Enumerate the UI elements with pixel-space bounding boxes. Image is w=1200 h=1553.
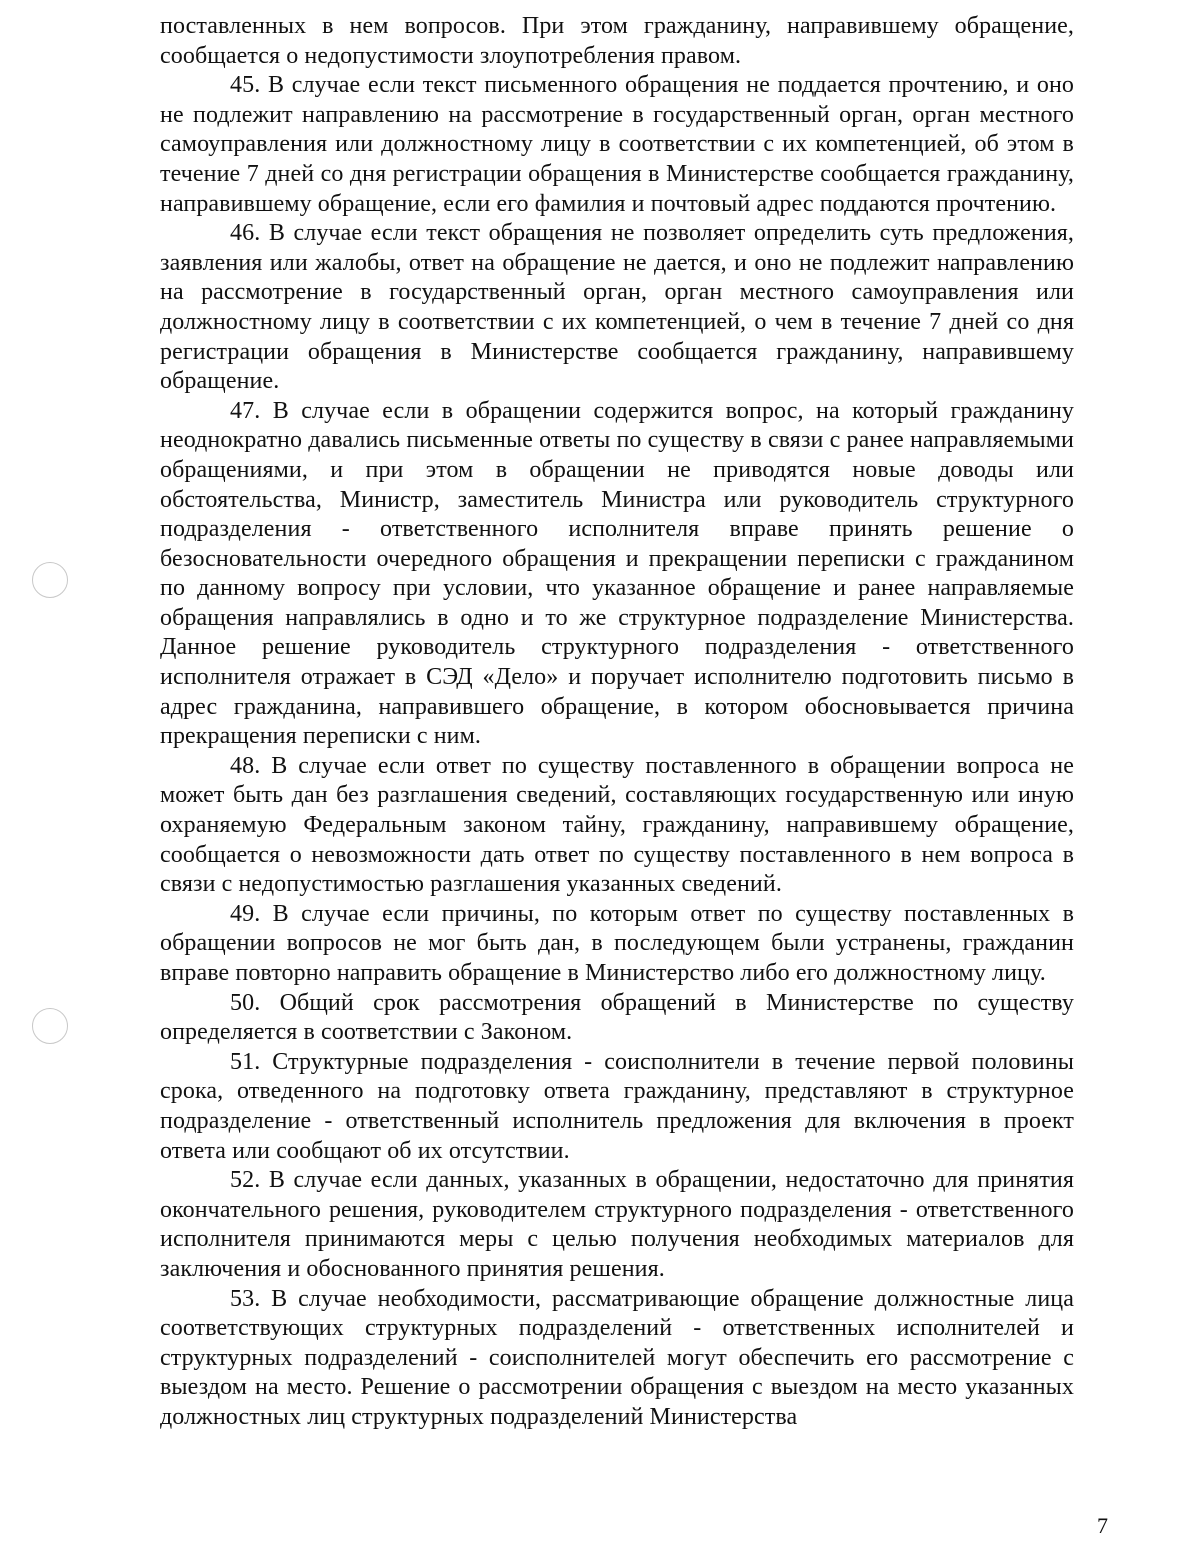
paragraph-48: 48. В случае если ответ по существу поставленного в обращении вопроса не может быть дан без разглашения сведений, составляющих государственную или иную охраняемую Федеральным законом тайну, гражданину, направившему обращение, сообщается о невозможности дать ответ по существу поставленного в нем вопроса в связи с недопустимостью разглашения указанных сведений. xyxy=(160,752,1074,898)
paragraph-50: 50. Общий срок рассмотрения обращений в Министерстве по существу определяется в соответствии с Законом. xyxy=(160,989,1074,1046)
punch-hole-mark xyxy=(32,562,68,598)
paragraph-52: 52. В случае если данных, указанных в обращении, недостаточно для принятия окончательного решения, руководителем структурного подразделения - ответственного исполнителя принимаются меры с целью получения необходимых материалов для заключения и обоснованного принятия решения. xyxy=(160,1167,1074,1282)
paragraph-51: 51. Структурные подразделения - соисполнители в течение первой половины срока, отведенного на подготовку ответа гражданину, представляют в структурное подразделение - ответственный исполнитель предложения для включения в проект ответа или сообщают об их отсутствии. xyxy=(160,1048,1074,1164)
paragraph-45: 45. В случае если текст письменного обращения не поддается прочтению, и оно не подлежит направлению на рассмотрение в государственный орган, орган местного самоуправления или должностному лицу в соответствии с их компетенцией, об этом в течение 7 дней со дня регистрации обращения в Министерстве сообщается гражданину, направившему обращение, если его фамилия и почтовый адрес поддаются прочтению. xyxy=(160,72,1074,217)
page-number: 7 xyxy=(1097,1513,1108,1538)
paragraph-47: 47. В случае если в обращении содержится вопрос, на который гражданину неоднократно давались письменные ответы по существу в связи с ранее направляемыми обращениями, и при этом в обращении не приводятся новые доводы или обстоятельства, Министр, заместитель Министра или руководитель структурного подразделения - ответственного исполнителя вправе принять решение о безосновательности очередного обращения и прекращении переписки с гражданином по данному вопросу при условии, что указанное обращение и ранее направляемые обращения направлялись в одно и то же структурное подразделение Министерства. Данное решение руководитель структурного подразделения - ответственного исполнителя отражает в СЭД «Дело» и поручает исполнителю подготовить письмо в адрес гражданина, направившего обращение, в котором обосновывается причина прекращения переписки с ним. xyxy=(160,397,1074,750)
paragraph-53: 53. В случае необходимости, рассматривающие обращение должностные лица соответствующих структурных подразделений - ответственных исполнителей и структурных подразделений - соисполнителей могут обеспечить его рассмотрение с выездом на место. Решение о рассмотрении обращения с выездом на место указанных должностных лиц структурных подразделений Министерства xyxy=(160,1285,1074,1430)
paragraph-continuation: поставленных в нем вопросов. При этом гражданину, направившему обращение, сообщается о недопустимости злоупотребления правом. xyxy=(160,13,1074,69)
punch-hole-mark xyxy=(32,1008,68,1044)
document-page xyxy=(160,12,1074,1433)
paragraph-49: 49. В случае если причины, по которым ответ по существу поставленных в обращении вопросов не мог быть дан, в последующем были устранены, гражданин вправе повторно направить обращение в Министерство либо его должностному лицу. xyxy=(160,900,1074,986)
paragraph-46: 46. В случае если текст обращения не позволяет определить суть предложения, заявления или жалобы, ответ на обращение не дается, и оно не подлежит направлению на рассмотрение в государственный орган, орган местного самоуправления или должностному лицу в соответствии с их компетенцией, о чем в течение 7 дней со дня регистрации обращения в Министерстве сообщается гражданину, направившему обращение. xyxy=(160,220,1074,395)
